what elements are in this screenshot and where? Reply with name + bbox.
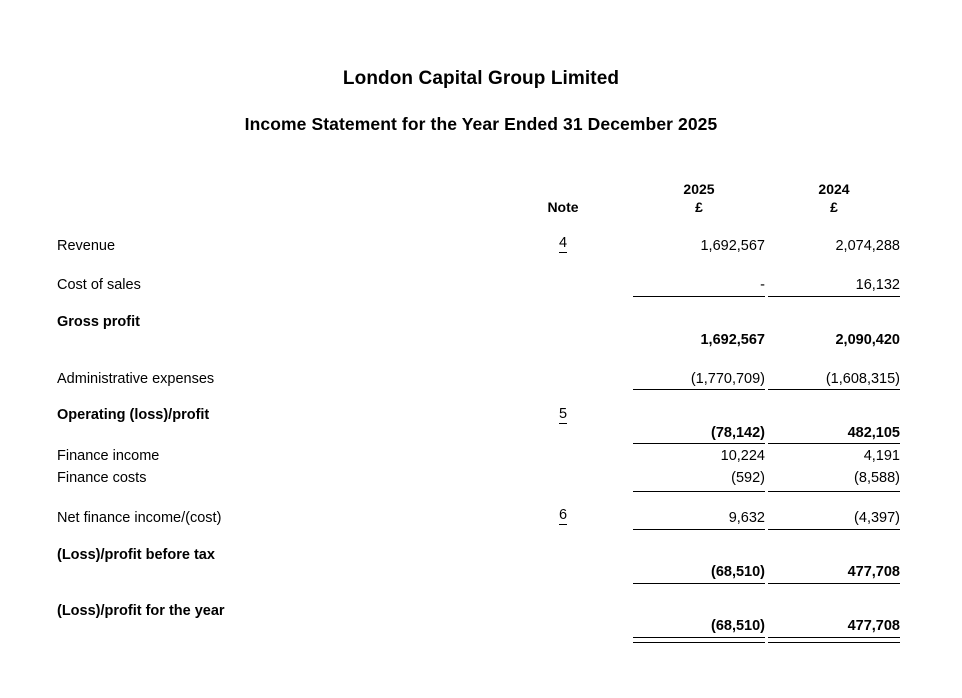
row-label-finance-costs: Finance costs <box>57 470 147 486</box>
row-note-net-finance-income-cost <box>533 506 593 525</box>
column-header-note: Note <box>547 199 579 215</box>
row-label-loss-profit-before-tax: (Loss)/profit before tax <box>57 547 215 563</box>
row-value-2025-gross-profit: 1,692,567 <box>700 332 765 348</box>
row-value-2024-loss-profit-for-the-year: 477,708 <box>847 618 900 634</box>
rule-2025-after-loss-before-tax <box>633 583 765 584</box>
subtotal-rule-2025-gross-profit <box>633 296 765 297</box>
subtotal-rule-2024-net-finance <box>768 491 900 492</box>
row-label-gross-profit: Gross profit <box>57 314 140 330</box>
row-value-2024-administrative-expenses: (1,608,315) <box>825 371 900 387</box>
company-name-heading: London Capital Group Limited <box>342 68 620 89</box>
row-value-2025-net-finance-income-cost: 9,632 <box>728 510 765 526</box>
row-value-2024-finance-income: 4,191 <box>863 448 900 464</box>
row-value-2025-administrative-expenses: (1,770,709) <box>690 371 765 387</box>
note-reference-4: 4 <box>558 235 568 251</box>
row-label-loss-profit-for-the-year: (Loss)/profit for the year <box>57 603 225 619</box>
subtotal-rule-2025-operating-profit <box>633 389 765 390</box>
row-label-cost-of-sales: Cost of sales <box>57 277 141 293</box>
column-header-currency-2024: £ <box>830 199 838 215</box>
row-label-administrative-expenses: Administrative expenses <box>57 371 215 387</box>
row-value-2025-revenue: 1,692,567 <box>700 238 765 254</box>
subtotal-rule-2024-gross-profit <box>768 296 900 297</box>
row-label-net-finance-income-cost: Net finance income/(cost) <box>57 510 222 526</box>
column-header-year-2025: 2025 <box>683 181 715 197</box>
row-value-2024-finance-costs: (8,588) <box>854 470 900 486</box>
row-value-2025-finance-income: 10,224 <box>720 448 765 464</box>
subtotal-rule-2025-net-finance <box>633 491 765 492</box>
column-header-currency-2025: £ <box>695 199 703 215</box>
subtotal-rule-2024-loss-before-tax <box>768 529 900 530</box>
subtotal-rule-2025-loss-before-tax <box>633 529 765 530</box>
row-value-2025-loss-profit-for-the-year: (68,510) <box>710 618 765 634</box>
statement-title-heading: Income Statement for the Year Ended 31 December 2025 <box>244 114 718 134</box>
total-double-rule-2025 <box>633 637 765 643</box>
rule-2024-after-operating-profit <box>768 443 900 444</box>
row-value-2025-operating-loss-profit: (78,142) <box>710 425 765 441</box>
rule-2024-after-loss-before-tax <box>768 583 900 584</box>
row-value-2024-loss-profit-before-tax: 477,708 <box>847 564 900 580</box>
row-note-operating-loss-profit <box>533 405 593 424</box>
total-double-rule-2024 <box>768 637 900 643</box>
row-value-2024-operating-loss-profit: 482,105 <box>847 425 900 441</box>
row-value-2025-finance-costs: (592) <box>731 470 765 486</box>
note-reference-5: 5 <box>558 406 568 422</box>
row-value-2024-cost-of-sales: 16,132 <box>855 277 900 293</box>
row-value-2024-revenue: 2,074,288 <box>835 238 900 254</box>
note-reference-6: 6 <box>558 507 568 523</box>
rule-2025-after-operating-profit <box>633 443 765 444</box>
row-label-operating-loss-profit: Operating (loss)/profit <box>57 407 210 423</box>
subtotal-rule-2024-operating-profit <box>768 389 900 390</box>
row-label-revenue: Revenue <box>57 238 116 254</box>
row-value-2024-gross-profit: 2,090,420 <box>835 332 900 348</box>
row-note-revenue <box>533 234 593 253</box>
row-value-2024-net-finance-income-cost: (4,397) <box>854 510 900 526</box>
row-label-finance-income: Finance income <box>57 448 160 464</box>
row-value-2025-cost-of-sales: - <box>760 277 765 293</box>
row-value-2025-loss-profit-before-tax: (68,510) <box>710 564 765 580</box>
column-header-year-2024: 2024 <box>818 181 850 197</box>
